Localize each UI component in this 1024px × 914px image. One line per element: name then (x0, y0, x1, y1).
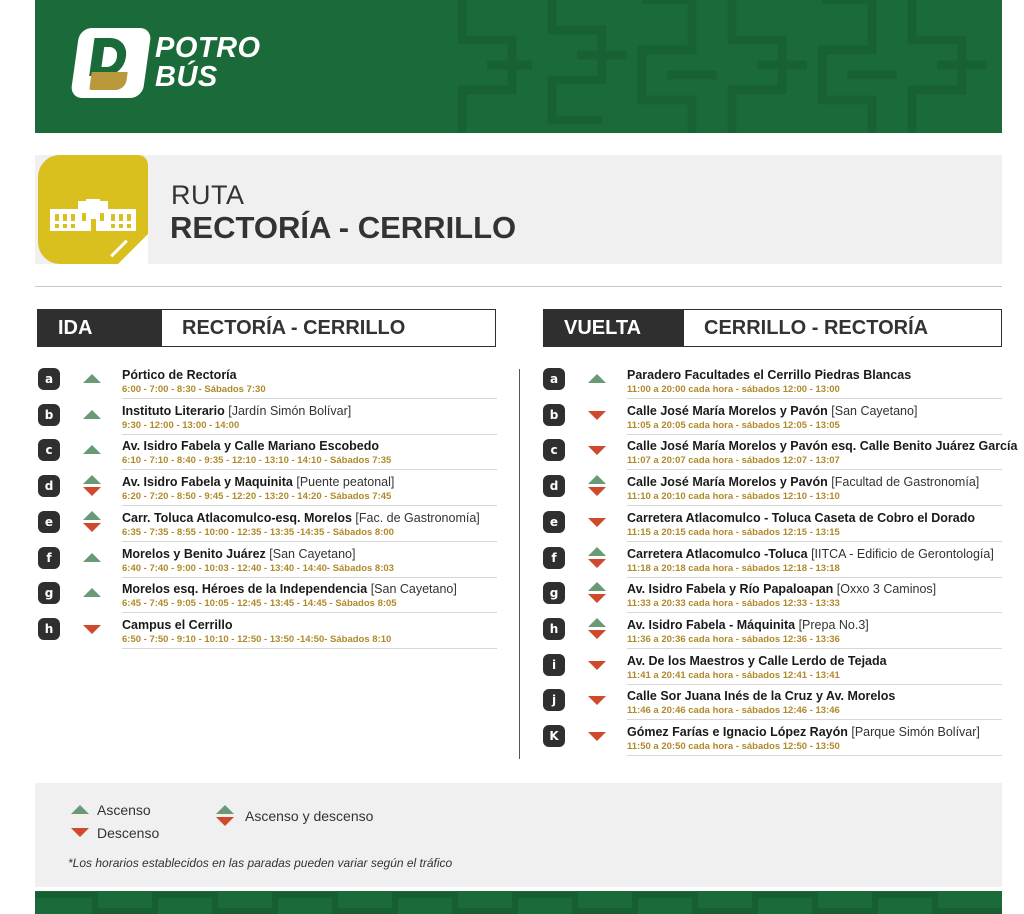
stop-info (627, 439, 1018, 470)
stop-info (627, 475, 1002, 506)
stop-schedule: 11:10 a 20:10 cada hora - sábados 12:10 - 13:10 (627, 491, 840, 502)
stop-letter: g (543, 582, 565, 604)
stop-landmark: [Prepa No.3] (795, 618, 869, 632)
stop-schedule: 11:00 a 20:00 cada hora - sábados 12:00 - 13:00 (627, 384, 840, 395)
vuelta-header (543, 309, 1002, 347)
stop-schedule: 11:07 a 20:07 cada hora - sábados 12:07 - 13:07 (627, 455, 840, 466)
stop-info (627, 404, 1002, 435)
stop-name (627, 475, 1002, 490)
stop-letter: c (38, 439, 60, 461)
ascenso-descenso-icon (588, 618, 606, 648)
stop-landmark: [San Cayetano] (367, 582, 457, 596)
stop-letter: e (543, 511, 565, 533)
descenso-icon (588, 446, 606, 476)
stop-info (627, 654, 1002, 685)
stop-title: Av. Isidro Fabela y Calle Mariano Escobedo (122, 439, 380, 453)
stop-title: Pórtico de Rectoría (122, 368, 237, 382)
ascenso-icon (83, 445, 101, 475)
stop-schedule: 11:18 a 20:18 cada hora - sábados 12:18 - 13:18 (627, 563, 840, 574)
stop-info (627, 725, 1002, 756)
descenso-icon (83, 625, 101, 655)
ascenso-icon (588, 374, 606, 404)
stop-name (627, 654, 1002, 669)
stop-name (122, 368, 497, 383)
ascenso-descenso-icon (83, 511, 101, 541)
building-icon (50, 199, 136, 231)
stop-title: Instituto Literario (122, 404, 225, 418)
stop-letter: h (543, 618, 565, 640)
stop-title: Campus el Cerrillo (122, 618, 233, 632)
stop-title: Calle José María Morelos y Pavón (627, 404, 828, 418)
stop-title: Carr. Toluca Atlacomulco-esq. Morelos (122, 511, 352, 525)
descenso-icon (588, 411, 606, 441)
stop-schedule: 6:45 - 7:45 - 9:05 - 10:05 - 12:45 - 13:45 - 14:45 - Sábados 8:05 (122, 598, 397, 609)
stop-letter: d (38, 475, 60, 497)
maze-pattern (442, 0, 1002, 133)
stop-letter: e (38, 511, 60, 533)
stop-name (122, 511, 497, 526)
legend-descenso: Descenso (97, 825, 160, 841)
stop-info (627, 511, 1002, 542)
stop-info (627, 689, 1002, 720)
ascenso-icon (83, 410, 101, 440)
logo-mark (70, 28, 152, 98)
stop-title: Av. De los Maestros y Calle Lerdo de Tejada (627, 654, 887, 668)
vuelta-tag: VUELTA (544, 310, 684, 346)
descenso-icon (588, 518, 606, 548)
stop-info (122, 511, 497, 542)
stop-schedule: 6:40 - 7:40 - 9:00 - 10:03 - 12:40 - 13:40 - 14:40- Sábados 8:03 (122, 563, 394, 574)
stop-title: Calle José María Morelos y Pavón (627, 475, 828, 489)
stop-landmark: [Puente peatonal] (292, 475, 395, 489)
stop-letter: c (543, 439, 565, 461)
stop-schedule: 11:46 a 20:46 cada hora - sábados 12:46 - 13:46 (627, 705, 840, 716)
stop-name (122, 618, 497, 633)
stop-landmark: [Fac. de Gastronomía] (351, 511, 480, 525)
logo-line1: POTRO (155, 32, 261, 64)
stop-schedule: 6:00 - 7:00 - 8:30 - Sábados 7:30 (122, 384, 266, 395)
ascenso-descenso-icon (588, 475, 606, 505)
stop-title: Calle Sor Juana Inés de la Cruz y Av. Morelos (627, 689, 896, 703)
stop-schedule: 11:05 a 20:05 cada hora - sábados 12:05 - 13:05 (627, 420, 840, 431)
stop-title: Carretera Atlacomulco -Toluca (627, 547, 808, 561)
stop-name (627, 725, 1002, 740)
descenso-icon (588, 696, 606, 726)
route-badge (38, 155, 148, 264)
footer-banner (35, 891, 1002, 914)
footer-pattern (35, 891, 1002, 914)
route-name: RECTORÍA - CERRILLO (170, 210, 517, 245)
ascenso-icon (83, 374, 101, 404)
stop-landmark: [Parque Simón Bolívar] (847, 725, 980, 739)
stop-title: Gómez Farías e Ignacio López Rayón (627, 725, 848, 739)
ascenso-descenso-icon (588, 547, 606, 577)
stop-schedule: 11:41 a 20:41 cada hora - sábados 12:41 - 13:41 (627, 670, 840, 681)
ascenso-descenso-icon (588, 582, 606, 612)
stop-info (122, 439, 497, 470)
stop-letter: b (38, 404, 60, 426)
logo-line2: BÚS (155, 61, 218, 93)
stop-name (627, 582, 1002, 597)
stop-name (122, 547, 497, 562)
stop-info (122, 368, 497, 399)
legend-ascenso: Ascenso (97, 802, 151, 818)
stop-letter: h (38, 618, 60, 640)
stop-landmark: [San Cayetano] (827, 404, 918, 418)
stop-landmark: [Oxxo 3 Caminos] (833, 582, 937, 596)
stop-name (122, 475, 497, 490)
stop-name (627, 547, 1002, 562)
stop-letter: K (543, 725, 565, 747)
stop-schedule: 6:35 - 7:35 - 8:55 - 10:00 - 12:35 - 13:35 -14:35 - Sábados 8:00 (122, 527, 394, 538)
stop-info (627, 547, 1002, 578)
stop-info (627, 618, 1002, 649)
stop-landmark: [IITCA - Edificio de Gerontología] (807, 547, 994, 561)
ida-destination: RECTORÍA - CERRILLO (182, 316, 406, 339)
potrobus-logo (75, 28, 261, 98)
stop-title: Calle José María Morelos y Pavón esq. Calle Benito Juárez García (627, 439, 1018, 453)
stop-schedule: 6:50 - 7:50 - 9:10 - 10:10 - 12:50 - 13:50 -14:50- Sábados 8:10 (122, 634, 392, 645)
stop-info (122, 475, 497, 506)
stop-name (627, 511, 1002, 526)
stop-landmark: [San Cayetano] (265, 547, 356, 561)
stop-landmark: [Facultad de Gastronomía] (827, 475, 980, 489)
stop-letter: b (543, 404, 565, 426)
stop-letter: a (543, 368, 565, 390)
stop-title: Av. Isidro Fabela y Río Papaloapan (627, 582, 834, 596)
stop-letter: i (543, 654, 565, 676)
stop-schedule: 11:15 a 20:15 cada hora - sábados 12:15 - 13:15 (627, 527, 840, 538)
ida-header (37, 309, 496, 347)
stop-title: Morelos esq. Héroes de la Independencia (122, 582, 368, 596)
stop-info (122, 582, 497, 613)
stop-name (122, 439, 497, 454)
stop-name (627, 368, 1002, 383)
descenso-icon (588, 661, 606, 691)
stop-schedule: 6:20 - 7:20 - 8:50 - 9:45 - 12:20 - 13:20 - 14:20 - Sábados 7:45 (122, 491, 392, 502)
ascenso-icon (83, 553, 101, 583)
stop-schedule: 11:50 a 20:50 cada hora - sábados 12:50 - 13:50 (627, 741, 840, 752)
stop-name (122, 404, 497, 419)
stop-title: Av. Isidro Fabela - Máquinita (627, 618, 796, 632)
stop-title: Av. Isidro Fabela y Maquinita (122, 475, 293, 489)
schedule-note: *Los horarios establecidos en las paradas pueden variar según el tráfico (68, 856, 453, 870)
stop-info (122, 618, 497, 649)
stop-landmark: [Jardín Simón Bolívar] (224, 404, 352, 418)
header-banner (35, 0, 1002, 133)
ascenso-icon (83, 588, 101, 618)
stop-info (627, 368, 1002, 399)
stop-name (627, 404, 1002, 419)
stop-info (122, 404, 497, 435)
stop-letter: d (543, 475, 565, 497)
stop-name (627, 689, 1002, 704)
stop-letter: j (543, 689, 565, 711)
legend (35, 783, 1002, 887)
route-label: RUTA (171, 180, 245, 210)
stop-title: Paradero Facultades el Cerrillo Piedras Blancas (627, 368, 912, 382)
stop-schedule: 11:33 a 20:33 cada hora - sábados 12:33 - 13:33 (627, 598, 840, 609)
stop-letter: f (543, 547, 565, 569)
stop-letter: g (38, 582, 60, 604)
logo-wordmark (155, 34, 261, 92)
stop-schedule: 6:10 - 7:10 - 8:40 - 9:35 - 12:10 - 13:10 - 14:10 - Sábados 7:35 (122, 455, 392, 466)
stop-name (627, 618, 1002, 633)
stop-letter: f (38, 547, 60, 569)
stop-title: Carretera Atlacomulco - Toluca Caseta de Cobro el Dorado (627, 511, 975, 525)
divider (35, 286, 1002, 287)
vuelta-destination: CERRILLO - RECTORÍA (704, 316, 929, 339)
stop-name (122, 582, 497, 597)
column-divider (519, 369, 520, 759)
descenso-icon (588, 732, 606, 762)
stop-info (627, 582, 1002, 613)
ida-tag: IDA (38, 310, 162, 346)
stop-schedule: 9:30 - 12:00 - 13:00 - 14:00 (122, 420, 240, 431)
stop-schedule: 11:36 a 20:36 cada hora - sábados 12:36 - 13:36 (627, 634, 840, 645)
stop-letter: a (38, 368, 60, 390)
stop-title: Morelos y Benito Juárez (122, 547, 266, 561)
stop-info (122, 547, 497, 578)
legend-ambos: Ascenso y descenso (245, 808, 374, 824)
ascenso-descenso-icon (83, 475, 101, 505)
stop-name (627, 439, 1018, 454)
